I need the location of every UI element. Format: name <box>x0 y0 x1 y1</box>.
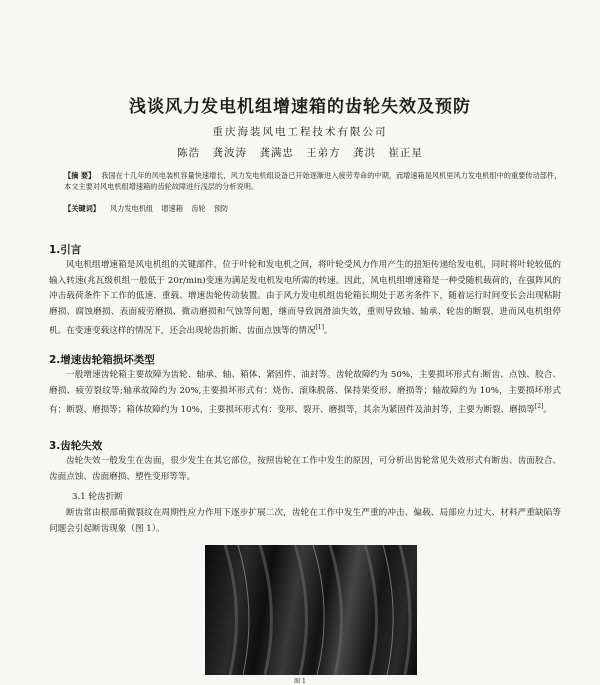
section-1-heading: 1.引言 <box>49 244 82 256</box>
abstract-text: 我国在十几年的风电装机容量快速增长，风力发电机组设备已开始逐渐进入疲劳寿命的中期，而增速箱是风机里风力发电机组中的重要传动部件，本文主要对风电机组增速箱的齿轮故障进行浅层的分析说明。 <box>64 171 562 191</box>
section-1-paragraph <box>49 258 561 339</box>
section-1-end: 。 <box>323 325 333 336</box>
section-3-heading: 3.齿轮失效 <box>49 440 103 452</box>
affiliation: 重庆海装风电工程技术有限公司 <box>212 126 388 138</box>
keywords <box>64 203 564 214</box>
author-list: 陈浩 龚波涛 龚满忠 王弟方 龚洪 崔正星 <box>177 147 423 159</box>
gear-teeth-graphic <box>205 545 417 675</box>
section-1-ref: [1] <box>315 324 324 331</box>
keywords-label: 【关键词】 <box>64 204 100 213</box>
section-2-ref: [2] <box>534 403 544 410</box>
section-2-paragraph <box>49 368 561 418</box>
keywords-text: 风力发电机组 增速箱 齿轮 预防 <box>109 204 229 213</box>
section-3-paragraph: 齿轮失效一般发生在齿面，很少发生在其它部位，按照齿轮在工作中发生的原因，可分析出齿轮常见失效形式有断齿、齿面胶合、齿面点蚀、齿面磨损、塑性变形等等。 <box>49 456 561 482</box>
paper-title: 浅谈风力发电机组增速箱的齿轮失效及预防 <box>129 97 471 117</box>
section-2-heading: 2.增速齿轮箱损坏类型 <box>49 354 155 366</box>
section-1-text: 风电机组增速箱是风电机组的关键部件，位于叶轮和发电机之间，将叶轮受风力作用产生的扭矩传递给发电机，同时将叶轮较低的输入转速(兆瓦级机组一般低于 20r/min)变速为满足发电机发电所需的转速。因此，风电机组增速箱是一种受随机载荷的，在强阵风的冲击载荷条件下工作的低速、重载、增速齿轮传动装置。由于风力发电机组齿轮箱长期处于恶劣条件下，随着运行时间变长会出现粘附磨损、腐蚀磨损、表面疲劳磨损、微动磨损和气蚀等问题，继而导致润滑油失效，重则导致轴、轴承、轮齿的断裂，进而风电机组停机。在变速变载这样的情况下，还会出现轮齿折断、齿面点蚀等的情况 <box>49 260 561 336</box>
abstract-label: 【摘 要】 <box>64 171 96 180</box>
abstract <box>64 170 564 192</box>
subsection-3-1-paragraph: 断齿常由根部萌微裂纹在周期性应力作用下逐步扩展二次，齿轮在工作中发生严重的冲击、偏载、局部应力过大、材料严重缺陷等问题会引起断齿现象（图 1）。 <box>49 508 561 534</box>
section-2-text: 一般增速齿轮箱主要故障为齿轮、轴承、轴、箱体、紧固件、油封等。齿轮故障约为 50%，主要损坏形式有:断齿、点蚀、胶合、磨损、疲劳裂纹等;轴承故障约为 20%,主要损坏形式有：烧伤、滚珠脱落、保持架变形、磨损等；轴故障约为 10%，主要损坏形式有：断裂、磨损等；箱体故障约为 10%，主要损坏形式有：变形、裂开、磨损等，其余为紧固件及油封等，主要为断裂、磨损等 <box>49 370 561 415</box>
figure-caption: 图 1 <box>294 678 306 685</box>
subsection-3-1-heading: 3.1 轮齿折断 <box>72 492 123 502</box>
section-2-end: 。 <box>543 404 553 415</box>
broken-gear-photo <box>205 545 417 675</box>
